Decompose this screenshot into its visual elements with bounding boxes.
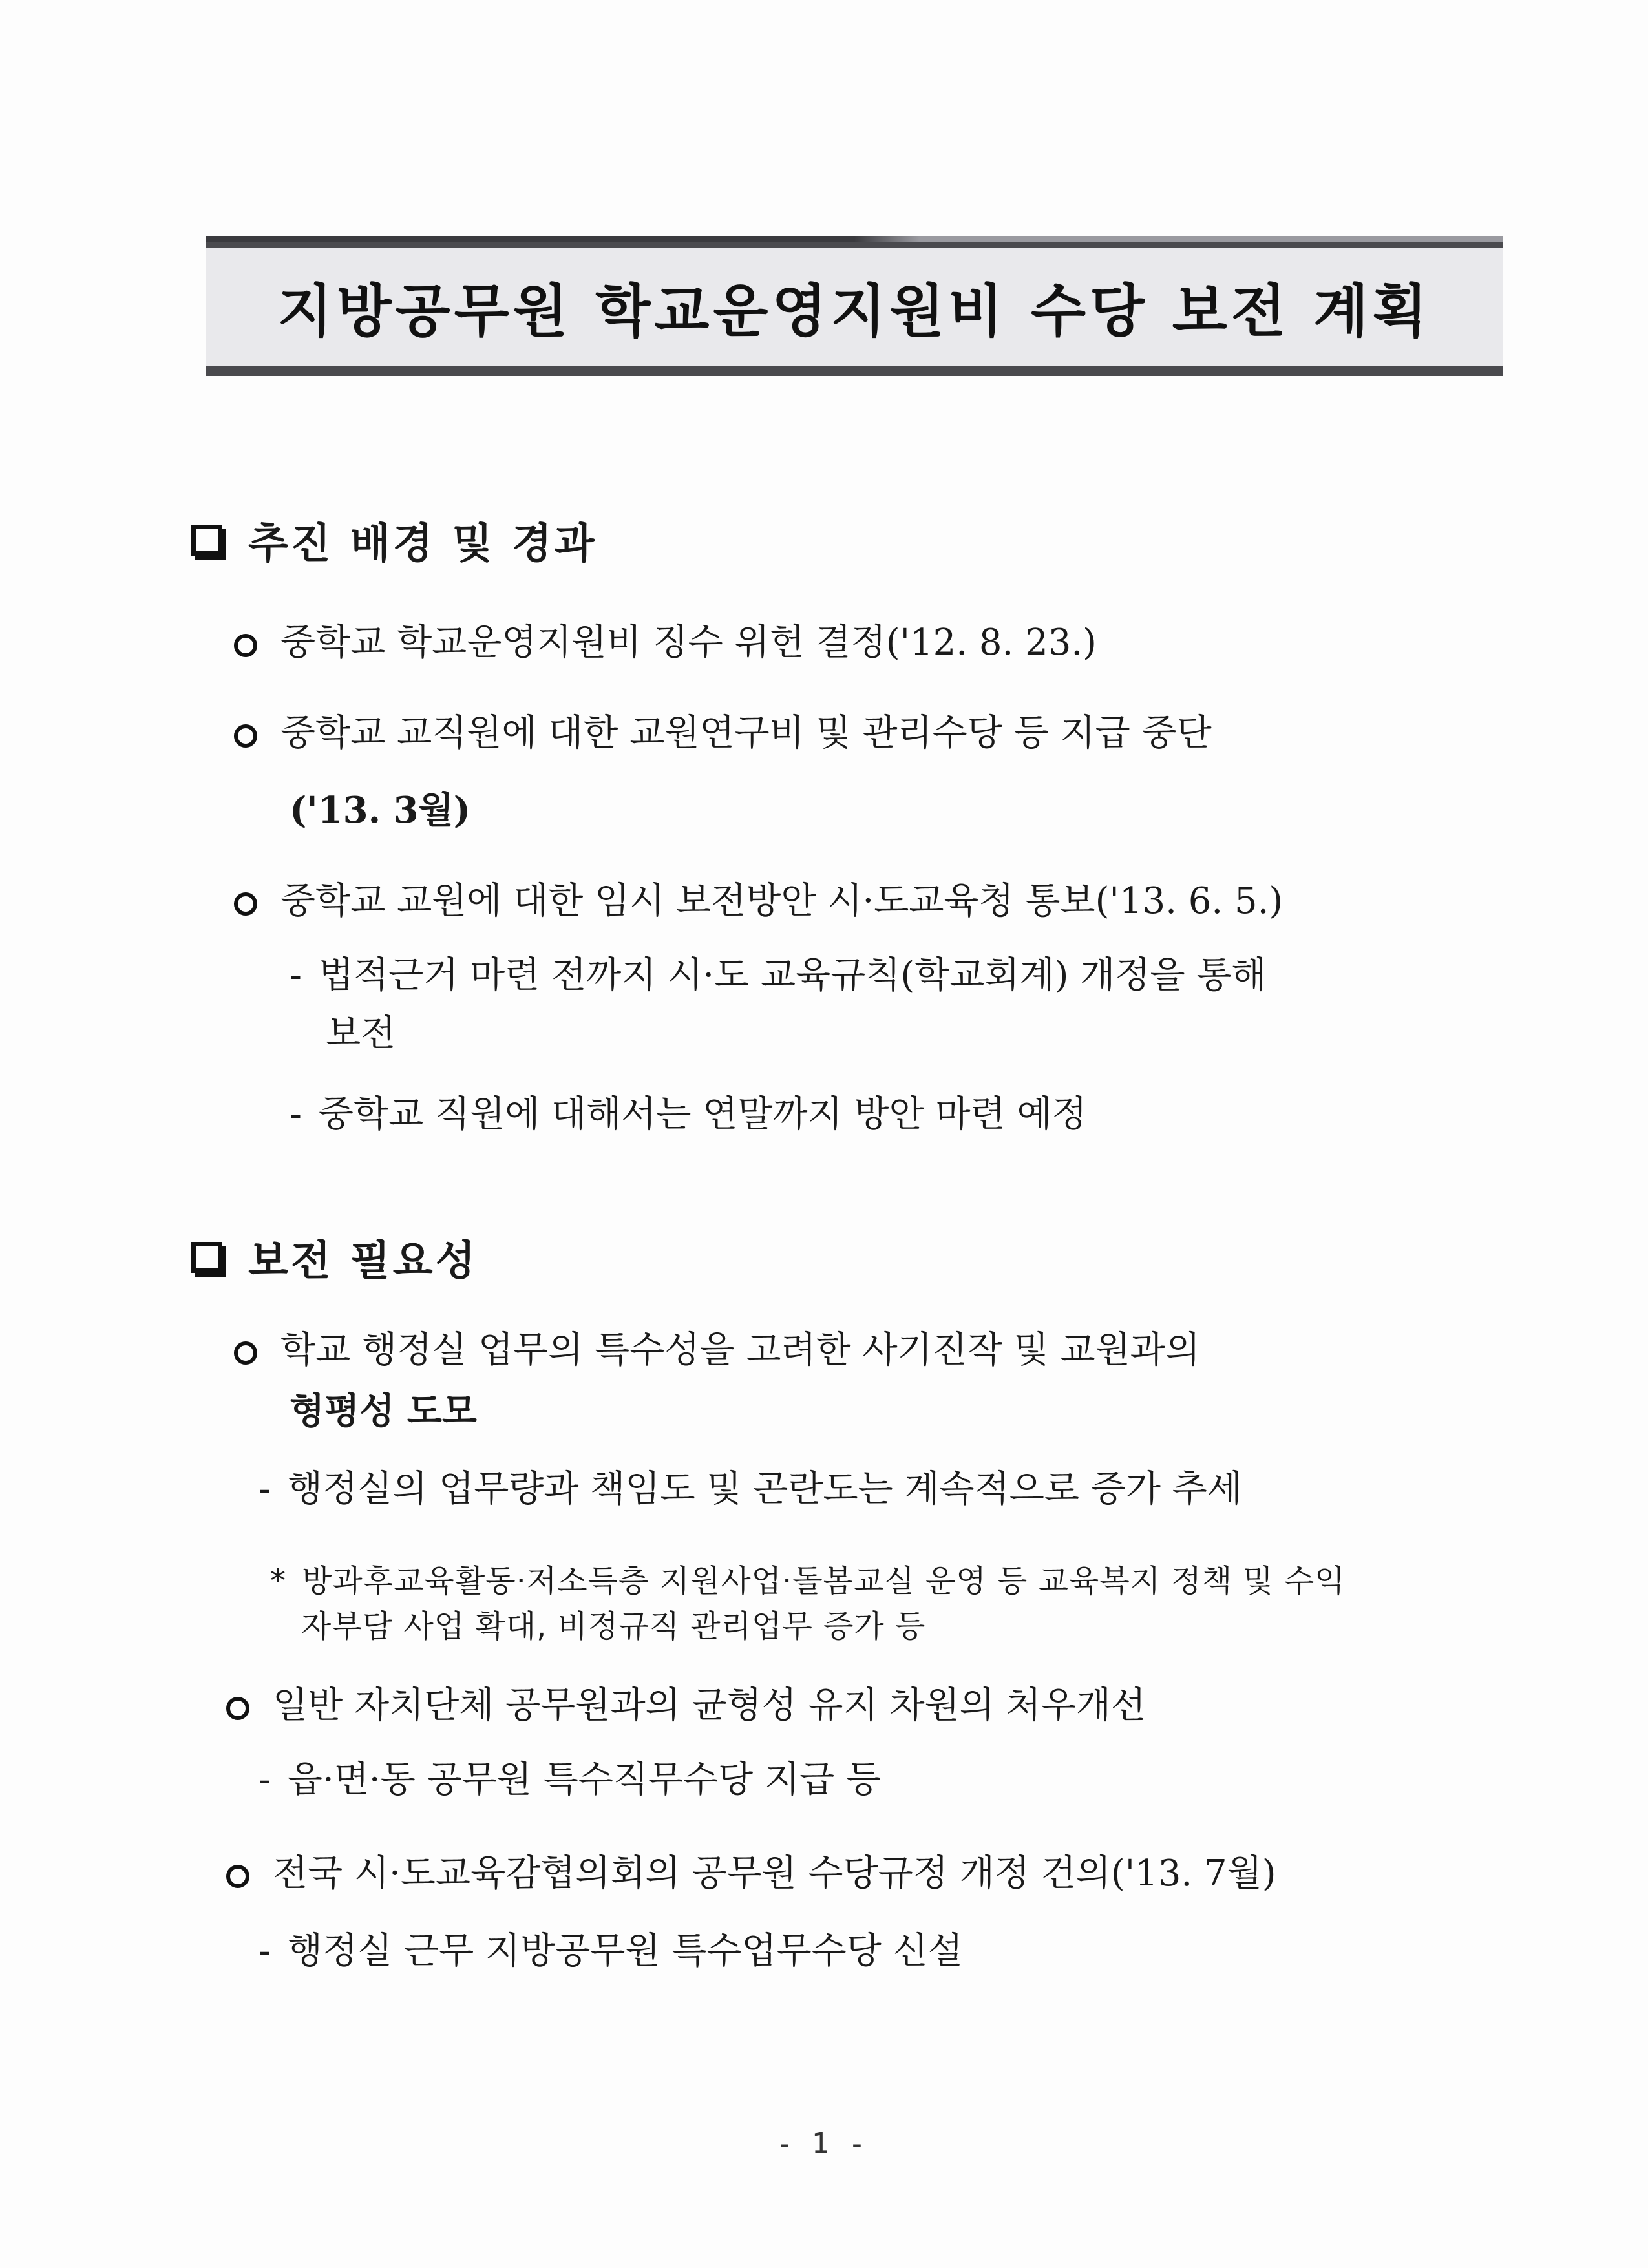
item-text: 보전 bbox=[326, 1013, 396, 1055]
sub-item-continuation bbox=[326, 1005, 396, 1056]
footnote bbox=[270, 1556, 1346, 1601]
circle-bullet-icon bbox=[234, 1341, 257, 1365]
list-item-continuation bbox=[290, 1383, 477, 1434]
footnote-continuation bbox=[301, 1601, 925, 1646]
circle-bullet-icon bbox=[226, 1697, 249, 1720]
section-heading-necessity bbox=[191, 1228, 478, 1287]
item-text: 법적근거 마련 전까지 시·도 교육규칙(학교회계) 개정을 통해 bbox=[318, 954, 1267, 996]
asterisk-marker: * bbox=[270, 1563, 286, 1599]
section-label: 보전 필요성 bbox=[248, 1237, 478, 1285]
item-text: 형평성 도모 bbox=[290, 1390, 477, 1433]
item-text: 중학교 학교운영지원비 징수 위헌 결정('12. 8. 23.) bbox=[280, 622, 1097, 664]
sub-item bbox=[259, 1460, 1242, 1512]
item-text: 학교 행정실 업무의 특수성을 고려한 사기진작 및 교원과의 bbox=[280, 1329, 1200, 1371]
item-text: 중학교 교원에 대한 임시 보전방안 시·도교육청 통보('13. 6. 5.) bbox=[280, 880, 1284, 922]
list-item bbox=[226, 1677, 1146, 1728]
dash-marker: - bbox=[259, 1930, 271, 1972]
dash-marker: - bbox=[290, 954, 302, 996]
dash-marker: - bbox=[259, 1468, 271, 1510]
list-item bbox=[234, 614, 1097, 666]
item-text: 중학교 교직원에 대한 교원연구비 및 관리수당 등 지급 중단 bbox=[280, 712, 1212, 754]
document-title: 지방공무원 학교운영지원비 수당 보전 계획 bbox=[277, 278, 1431, 344]
dash-marker: - bbox=[259, 1759, 271, 1801]
sub-item bbox=[290, 1086, 1087, 1137]
list-item bbox=[234, 872, 1283, 924]
item-text: 일반 자치단체 공무원과의 균형성 유지 차원의 처우개선 bbox=[273, 1685, 1146, 1727]
item-text: 전국 시·도교육감협의회의 공무원 수당규정 개정 건의('13. 7월) bbox=[273, 1853, 1276, 1895]
list-item bbox=[226, 1845, 1276, 1896]
circle-bullet-icon bbox=[234, 892, 257, 916]
sub-item bbox=[259, 1751, 881, 1803]
page-number: - 1 - bbox=[779, 2127, 869, 2160]
sub-item bbox=[290, 947, 1267, 998]
item-text: 중학교 직원에 대해서는 연말까지 방안 마련 예정 bbox=[318, 1093, 1087, 1135]
title-top-rule bbox=[206, 236, 1503, 242]
item-text: 행정실의 업무량과 책임도 및 곤란도는 계속적으로 증가 추세 bbox=[287, 1468, 1242, 1510]
document-title-box bbox=[206, 236, 1503, 376]
list-item bbox=[234, 1321, 1200, 1373]
item-text: 행정실 근무 지방공무원 특수업무수당 신설 bbox=[287, 1930, 963, 1972]
item-text: ('13. 3월) bbox=[290, 789, 471, 832]
footnote-text: 자부담 사업 확대, 비정규직 관리업무 증가 등 bbox=[301, 1608, 926, 1644]
circle-bullet-icon bbox=[234, 724, 257, 748]
list-item-continuation bbox=[290, 782, 470, 834]
dash-marker: - bbox=[290, 1093, 302, 1135]
item-text: 읍·면·동 공무원 특수직무수당 지급 등 bbox=[287, 1759, 882, 1801]
sub-item bbox=[259, 1922, 963, 1974]
checkbox-square-icon bbox=[191, 525, 222, 556]
circle-bullet-icon bbox=[234, 634, 257, 657]
circle-bullet-icon bbox=[226, 1865, 249, 1888]
list-item bbox=[234, 704, 1212, 756]
footnote-text: 방과후교육활동·저소득층 지원사업·돌봄교실 운영 등 교육복지 정책 및 수익 bbox=[302, 1563, 1346, 1599]
section-label: 추진 배경 및 경과 bbox=[248, 520, 597, 568]
checkbox-square-icon bbox=[191, 1242, 222, 1273]
section-heading-background bbox=[191, 510, 597, 570]
